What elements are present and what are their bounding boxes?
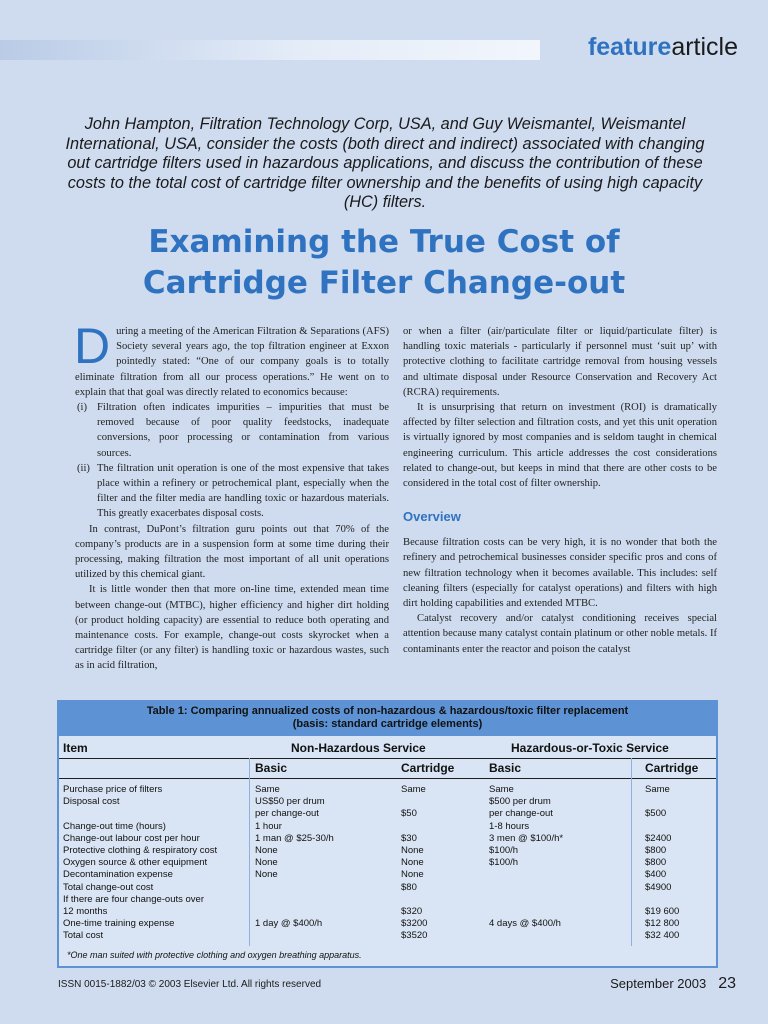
article-headline: Examining the True Cost of Cartridge Filter Change-out [142, 224, 626, 301]
header-hazardous: Hazardous-or-Toxic Service [511, 741, 669, 755]
paragraph: During a meeting of the American Filtration & Separations (AFS) Society several years ago, the top filtration engineer at Exxon pointedly stated: “One of our company goals is to totally eliminate filtration from all our process operations.” He went on to explain that that goal was directly related to economics because: [74, 318, 389, 398]
header-item: Item [63, 741, 88, 755]
header-non-hazardous: Non-Hazardous Service [291, 741, 426, 755]
subheader-basic: Basic [255, 761, 288, 775]
paragraph: In contrast, DuPont’s filtration guru points out that 70% of the company’s products are in a suspension form at some time during their processing, making filtration the most important of all unit operations utilized by this chemical giant. [75, 523, 389, 581]
table-row: 12 months $320 $19 600 [63, 905, 680, 917]
table-caption: Table 1: Comparing annualized costs of non-hazardous & hazardous/toxic filter replacement (basis: standard cartridge elements) [59, 702, 716, 736]
issue-date: September 2003 [610, 976, 707, 991]
paragraph: It is little wonder then that more on-line time, extended mean time between change-out (MTBC), higher efficiency and higher dirt holding (or product holding capacity) are essential to reduce both operating and maintenance costs. For example, change-out costs skyrocket when a cartridge filter (or any filter) is handling toxic or hazardous wastes, such as in acid filtration, [75, 584, 389, 672]
overview-heading: Overview [403, 509, 461, 525]
table-row: Total cost $3520 $32 400 [63, 930, 680, 942]
table-footnote: *One man suited with protective clothing and oxygen breathing apparatus. [67, 950, 362, 960]
table-row: Purchase price of filters Same Same Same Same [63, 784, 670, 795]
intro-standfirst: John Hampton, Filtration Technology Corp, USA, and Guy Weismantel, Weismantel International, USA, consider the costs (both direct and indirect) associated with changing out cartridge filters used in hazardous applications, and discuss the contribution of these costs to the total cost of cartridge filter ownership and the benefits of using high capacity (HC) filters. [65, 115, 705, 211]
list-item: (i) Filtration often indicates impurities – impurities that must be removed because of poor quality feedstocks, inadequate conversions, poor processing or contamination from various sources. [77, 402, 389, 459]
table-header-row [59, 738, 716, 759]
page-number: 23 [718, 975, 736, 992]
paragraph: Because filtration costs can be very high, it is no wonder that both the refinery and petrochemical businesses consider specific pros and cons of new filtration technology when it becomes available. This includes: self cleaning filters (especially for catalyst operations) and filters with high dirt holding capabilities and extended MTBC. [403, 537, 717, 610]
subheader-cartridge: Cartridge [401, 761, 455, 775]
section-label: featurearticle [587, 33, 738, 61]
table-row: If there are four change-outs over [63, 893, 204, 905]
table-body [59, 784, 716, 942]
table-row: Decontamination expense None None $400 [63, 869, 667, 881]
footer-date-page [610, 975, 736, 993]
table-row: per change-out $50 per change-out $500 [255, 808, 667, 820]
paragraph: Catalyst recovery and/or catalyst conditioning receives special attention because many catalyst contain platinum or other noble metals. If contaminants enter the reactor and poison the catalyst [403, 613, 717, 655]
footer-issn: ISSN 0015-1882/03 © 2003 Elsevier Ltd. All rights reserved [58, 979, 322, 990]
drop-cap: D [74, 318, 111, 374]
table-row: Oxygen source & other equipment None None $100/h $800 [63, 857, 667, 869]
header-gradient-bar [0, 40, 540, 60]
table-row: Change-out labour cost per hour 1 man @ $25-30/h $30 3 men @ $100/h* $2400 [63, 832, 672, 844]
table-row: Protective clothing & respiratory cost None None $100/h $800 [63, 844, 667, 856]
subheader-basic: Basic [489, 761, 522, 775]
right-column [403, 324, 717, 657]
paragraph: It is unsurprising that return on investment (ROI) is dramatically affected by filter selection and filtration costs, and yet this unit operation is virtually ignored by most companies and is seldom taught in chemical engineering curriculum. This article addresses the cost considerations related to change-out, but keeps in mind that there are other costs to be considered in the total cost of filter ownership. [403, 402, 717, 490]
subheader-cartridge: Cartridge [645, 761, 699, 775]
left-column [74, 318, 389, 674]
cost-comparison-table [57, 700, 718, 968]
table-row: One-time training expense 1 day @ $400/h $3200 4 days @ $400/h $12 800 [63, 918, 680, 930]
table-subheader-row [59, 758, 716, 779]
paragraph: or when a filter (air/particulate filter or liquid/particulate filter) is handling toxic materials - particularly if personnel must ‘suit up’ with protective clothing to facilitate cartridge removal from housing vessels and ultimate disposal under Resource Conservation and Recovery Act (RCRA) requirements. [403, 326, 717, 398]
table-row: Disposal cost US$50 per drum $500 per drum [63, 796, 551, 808]
table-row: Total change-out cost $80 $4900 [63, 881, 672, 893]
table-row: Change-out time (hours) 1 hour 1-8 hours [63, 820, 530, 832]
list-item: (ii) The filtration unit operation is one of the most expensive that takes place within a refinery or petrochemical plant, especially when the filter and the filter media are handling toxic or hazardous materials. This greatly exacerbates disposal costs. [77, 462, 389, 520]
